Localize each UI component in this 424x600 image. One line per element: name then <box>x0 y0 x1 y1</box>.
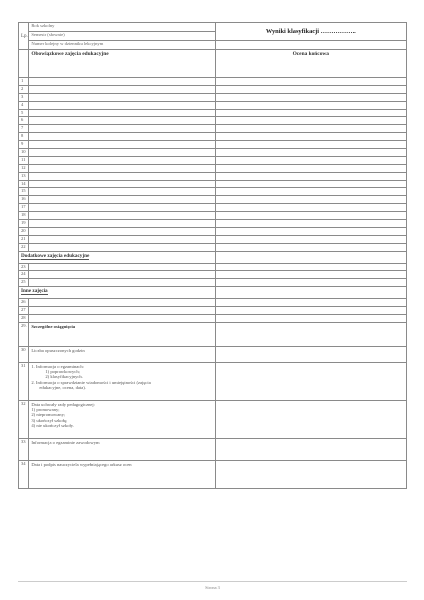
info-line: Data i podpis nauczyciela wypełniającego arkusz ocen <box>31 461 132 467</box>
grade-cell <box>215 141 406 149</box>
lp-header: Lp. <box>19 23 29 50</box>
grade-cell <box>215 204 406 212</box>
table-row <box>19 279 407 287</box>
info-line: edukacyjne, ocena, data). <box>39 384 86 390</box>
info-line: 1. Informacja o egzaminach: <box>31 363 84 369</box>
grade-cell <box>215 78 406 86</box>
grade-cell <box>215 212 406 220</box>
info-label-cell <box>29 322 215 346</box>
table-row <box>19 117 407 125</box>
lp-header-cell <box>19 50 29 78</box>
grade-cell <box>215 271 406 279</box>
school-year-label: Rok szkolny <box>29 23 215 32</box>
grade-cell <box>215 243 406 251</box>
info-value-cell <box>215 362 406 400</box>
subject-cell <box>29 78 215 86</box>
info-value-cell <box>215 438 406 460</box>
row-number: 4 <box>19 101 29 109</box>
subject-cell <box>29 93 215 101</box>
subject-cell <box>29 220 215 228</box>
grade-cell <box>215 299 406 307</box>
grade-cell <box>215 287 406 299</box>
subject-cell <box>29 279 215 287</box>
row-number: 11 <box>19 156 29 164</box>
subject-cell <box>29 172 215 180</box>
grade-cell <box>215 109 406 117</box>
subject-cell <box>29 263 215 271</box>
subject-cell <box>29 227 215 235</box>
subjects-header: Obowiązkowe zajęcia edukacyjne <box>29 50 215 78</box>
subject-cell <box>29 188 215 196</box>
info-row-row34 <box>19 460 407 488</box>
row-number: 16 <box>19 196 29 204</box>
results-title: Wyniki klasyfikacji …………….. <box>215 23 406 41</box>
info-label-cell <box>29 438 215 460</box>
row-number: 6 <box>19 117 29 125</box>
table-row <box>19 156 407 164</box>
info-row-row31 <box>19 362 407 400</box>
row-number: 2 <box>19 85 29 93</box>
grade-cell <box>215 263 406 271</box>
info-line: 2. Informacja o sprawdzianie wiadomości i umiejętności (zajęcia <box>31 379 151 385</box>
grades-table <box>18 22 407 489</box>
row-number: 17 <box>19 204 29 212</box>
table-row <box>19 125 407 133</box>
grade-cell <box>215 220 406 228</box>
subject-cell <box>29 307 215 315</box>
grade-cell <box>215 227 406 235</box>
page-footer: Strona 3 <box>18 581 407 590</box>
table-row <box>19 212 407 220</box>
table-row <box>19 172 407 180</box>
grade-cell <box>215 279 406 287</box>
info-label-cell <box>29 400 215 438</box>
grade-cell <box>215 149 406 157</box>
subject-cell <box>29 196 215 204</box>
row-number: 22 <box>19 243 29 251</box>
info-line: 1) poprawkowych; <box>45 369 80 375</box>
info-label-cell <box>29 362 215 400</box>
table-row <box>19 149 407 157</box>
row-number: 32 <box>19 400 29 438</box>
row-number: 8 <box>19 133 29 141</box>
table-row <box>19 307 407 315</box>
additional-section-label: Dodatkowe zajęcia edukacyjne <box>21 252 90 259</box>
row-number: 30 <box>19 346 29 362</box>
subject-cell <box>29 315 215 323</box>
info-line: 1) promowany; <box>31 407 60 413</box>
table-row <box>19 85 407 93</box>
grade-cell <box>215 315 406 323</box>
grade-cell <box>215 125 406 133</box>
row-number: 33 <box>19 438 29 460</box>
info-row-row30 <box>19 346 407 362</box>
table-row <box>19 133 407 141</box>
info-value-cell <box>215 322 406 346</box>
grade-cell <box>215 156 406 164</box>
subject-cell <box>29 101 215 109</box>
info-line: Informacja o egzaminie zawodowym <box>31 439 100 445</box>
row-number: 7 <box>19 125 29 133</box>
row-number: 21 <box>19 235 29 243</box>
row-number: 19 <box>19 220 29 228</box>
grade-cell <box>215 196 406 204</box>
table-row <box>19 188 407 196</box>
table-row <box>19 93 407 101</box>
table-row <box>19 271 407 279</box>
row-number: 25 <box>19 279 29 287</box>
grade-cell <box>215 164 406 172</box>
grades-sheet <box>18 22 407 489</box>
row-number: 9 <box>19 141 29 149</box>
info-row-row32 <box>19 400 407 438</box>
other-section <box>19 287 407 299</box>
table-row <box>19 263 407 271</box>
subject-cell <box>29 299 215 307</box>
row-number: 27 <box>19 307 29 315</box>
subject-cell <box>29 180 215 188</box>
row-number: 31 <box>19 362 29 400</box>
info-label-cell <box>29 346 215 362</box>
row-number: 24 <box>19 271 29 279</box>
subject-cell <box>29 164 215 172</box>
row-number: 23 <box>19 263 29 271</box>
table-row <box>19 164 407 172</box>
subject-cell <box>29 109 215 117</box>
subject-cell <box>29 212 215 220</box>
grade-cell <box>215 180 406 188</box>
info-line: 2) klasyfikacyjnych. <box>45 374 83 380</box>
semester-label: Semestr (słownie) <box>29 32 215 41</box>
subject-cell <box>29 141 215 149</box>
info-value-cell <box>215 400 406 438</box>
table-row <box>19 78 407 86</box>
grade-cell <box>215 93 406 101</box>
table-row <box>19 227 407 235</box>
table-row <box>19 315 407 323</box>
row-number: 18 <box>19 212 29 220</box>
subject-cell <box>29 204 215 212</box>
table-row <box>19 299 407 307</box>
row-number: 14 <box>19 180 29 188</box>
table-row <box>19 109 407 117</box>
row-number: 5 <box>19 109 29 117</box>
additional-section <box>19 251 407 263</box>
info-line: 3) ukończył szkołę; <box>31 417 68 423</box>
grade-cell <box>215 117 406 125</box>
info-line: Liczba opuszczonych godzin <box>31 347 85 353</box>
info-value-cell <box>215 346 406 362</box>
table-row <box>19 196 407 204</box>
table-row <box>19 204 407 212</box>
row-number: 10 <box>19 149 29 157</box>
info-label-cell <box>29 460 215 488</box>
row-number: 20 <box>19 227 29 235</box>
subject-cell <box>29 271 215 279</box>
grade-cell <box>215 251 406 263</box>
subject-cell <box>29 243 215 251</box>
row-number: 3 <box>19 93 29 101</box>
row-number: 26 <box>19 299 29 307</box>
grade-cell <box>215 85 406 93</box>
other-section-label: Inne zajęcia <box>21 288 48 295</box>
subject-cell <box>29 235 215 243</box>
table-row <box>19 243 407 251</box>
grade-cell <box>215 101 406 109</box>
info-line: 4) nie ukończył szkoły. <box>31 422 74 428</box>
info-value-cell <box>215 460 406 488</box>
info-line: Szczególne osiągnięcia <box>31 323 76 329</box>
row-number: 13 <box>19 172 29 180</box>
grade-header: Ocena końcowa <box>215 50 406 78</box>
row-number: 1 <box>19 78 29 86</box>
table-row <box>19 220 407 228</box>
table-row <box>19 101 407 109</box>
journal-number-label: Numer kolejny w dzienniku lekcyjnym <box>29 41 215 50</box>
subject-cell <box>29 149 215 157</box>
info-row-row29 <box>19 322 407 346</box>
subject-cell <box>29 85 215 93</box>
subject-cell <box>29 156 215 164</box>
grade-cell <box>215 133 406 141</box>
row-number: 34 <box>19 460 29 488</box>
info-line: Data uchwały rady pedagogicznej: <box>31 401 95 407</box>
table-row <box>19 235 407 243</box>
row-number: 12 <box>19 164 29 172</box>
info-row-row33 <box>19 438 407 460</box>
subject-cell <box>29 117 215 125</box>
row-number: 28 <box>19 315 29 323</box>
subject-cell <box>29 125 215 133</box>
row-number: 29. <box>19 322 29 346</box>
table-row <box>19 141 407 149</box>
grade-cell <box>215 172 406 180</box>
row-number: 15 <box>19 188 29 196</box>
table-row <box>19 180 407 188</box>
grade-cell <box>215 235 406 243</box>
grade-cell <box>215 188 406 196</box>
journal-number-value <box>215 41 406 50</box>
grade-cell <box>215 307 406 315</box>
subject-cell <box>29 133 215 141</box>
info-line: 2) niepromowany; <box>31 412 66 418</box>
